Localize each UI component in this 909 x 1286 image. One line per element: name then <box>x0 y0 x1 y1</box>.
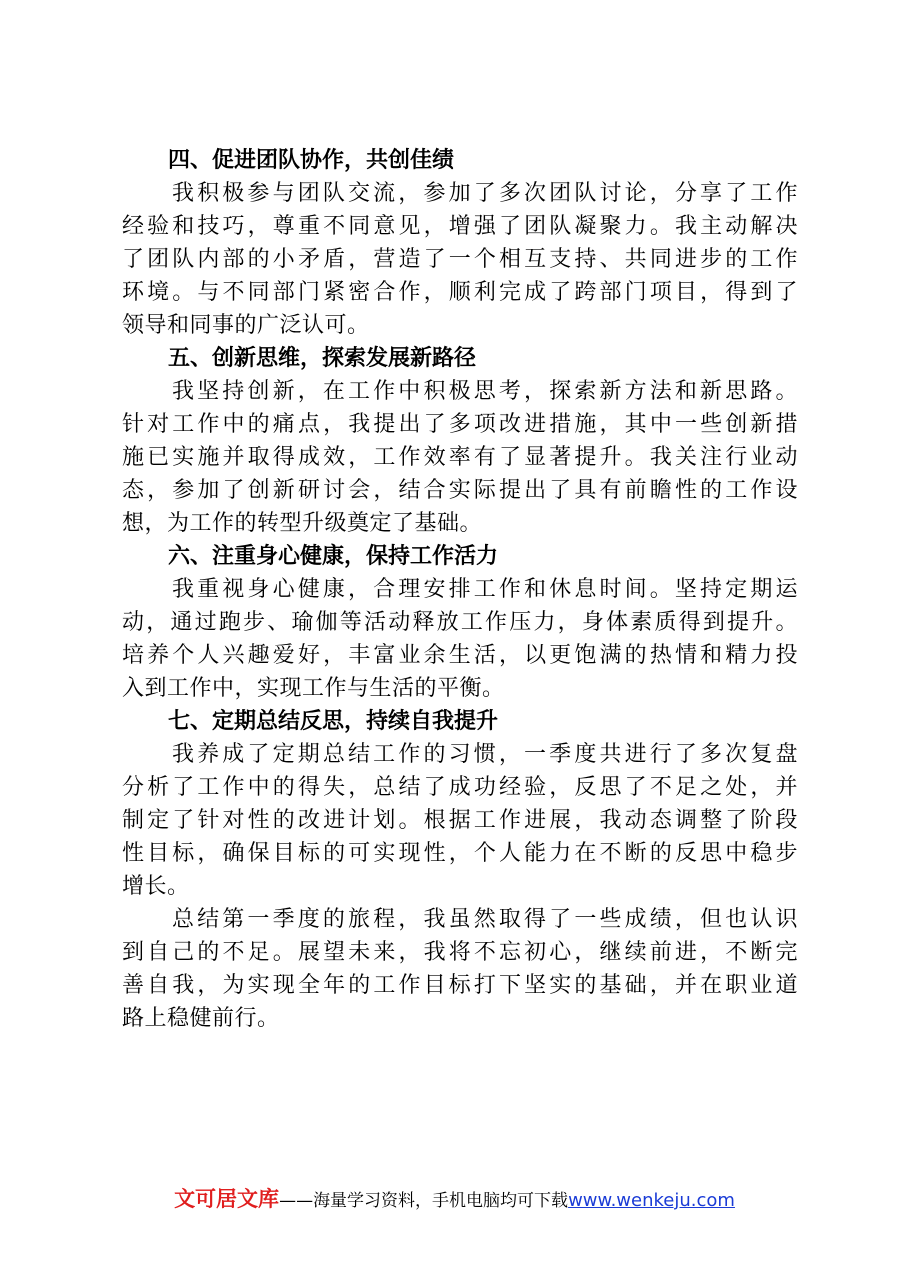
section-7 <box>122 705 798 903</box>
paragraph-line: 路上稳健前行。 <box>122 1006 280 1031</box>
section-heading: 七、定期总结反思，持续自我提升 <box>168 709 499 734</box>
paragraph-line: 善自我，为实现全年的工作目标打下坚实的基础，并在职业道 <box>122 973 798 998</box>
paragraph-line: 入到工作中，实现工作与生活的平衡。 <box>122 676 505 701</box>
section-4 <box>122 144 798 342</box>
paragraph-line: 我养成了定期总结工作的习惯，一季度共进行了多次复盘 <box>172 742 798 767</box>
document-body <box>122 144 798 1035</box>
paragraph-line: 态，参加了创新研讨会，结合实际提出了具有前瞻性的工作设 <box>122 478 798 503</box>
paragraph-line: 增长。 <box>122 874 190 899</box>
paragraph-line: 环境。与不同部门紧密合作，顺利完成了跨部门项目，得到了 <box>122 280 798 305</box>
paragraph-line: 施已实施并取得成效，工作效率有了显著提升。我关注行业动 <box>122 445 798 470</box>
conclusion-section <box>122 903 798 1035</box>
section-5 <box>122 342 798 540</box>
paragraph-line: 性目标，确保目标的可实现性，个人能力在不断的反思中稳步 <box>122 841 798 866</box>
conclusion-paragraph <box>122 903 798 1035</box>
section-heading: 六、注重身心健康，保持工作活力 <box>168 544 499 569</box>
paragraph-line: 针对工作中的痛点，我提出了多项改进措施，其中一些创新措 <box>122 412 798 437</box>
paragraph-line: 了团队内部的小矛盾，营造了一个相互支持、共同进步的工作 <box>122 247 798 272</box>
paragraph-line: 我重视身心健康，合理安排工作和休息时间。坚持定期运 <box>172 577 798 602</box>
paragraph-line: 分析了工作中的得失，总结了成功经验，反思了不足之处，并 <box>122 775 798 800</box>
paragraph-line: 总结第一季度的旅程，我虽然取得了一些成绩，但也认识 <box>172 907 798 932</box>
footer-tagline: ——海量学习资料，手机电脑均可下载 <box>279 1191 569 1211</box>
paragraph-line: 制定了针对性的改进计划。根据工作进展，我动态调整了阶段 <box>122 808 798 833</box>
section-paragraph <box>122 375 798 540</box>
section-heading: 五、创新思维，探索发展新路径 <box>168 346 477 371</box>
paragraph-line: 领导和同事的广泛认可。 <box>122 313 370 338</box>
section-paragraph <box>122 177 798 342</box>
paragraph-line: 我积极参与团队交流，参加了多次团队讨论，分享了工作 <box>172 181 798 206</box>
paragraph-line: 想，为工作的转型升级奠定了基础。 <box>122 511 483 536</box>
footer-banner <box>0 1183 909 1213</box>
section-paragraph <box>122 738 798 903</box>
section-6 <box>122 540 798 705</box>
paragraph-line: 我坚持创新，在工作中积极思考，探索新方法和新思路。 <box>172 379 798 404</box>
footer-brand: 文可居文库 <box>174 1187 280 1211</box>
section-heading: 四、促进团队协作，共创佳绩 <box>168 148 455 173</box>
paragraph-line: 到自己的不足。展望未来，我将不忘初心，继续前进，不断完 <box>122 940 798 965</box>
footer-link[interactable]: www.wenkeju.com <box>568 1190 735 1211</box>
paragraph-line: 动，通过跑步、瑜伽等活动释放工作压力，身体素质得到提升。 <box>122 610 798 635</box>
paragraph-line: 经验和技巧，尊重不同意见，增强了团队凝聚力。我主动解决 <box>122 214 798 239</box>
section-paragraph <box>122 573 798 705</box>
paragraph-line: 培养个人兴趣爱好，丰富业余生活，以更饱满的热情和精力投 <box>122 643 798 668</box>
